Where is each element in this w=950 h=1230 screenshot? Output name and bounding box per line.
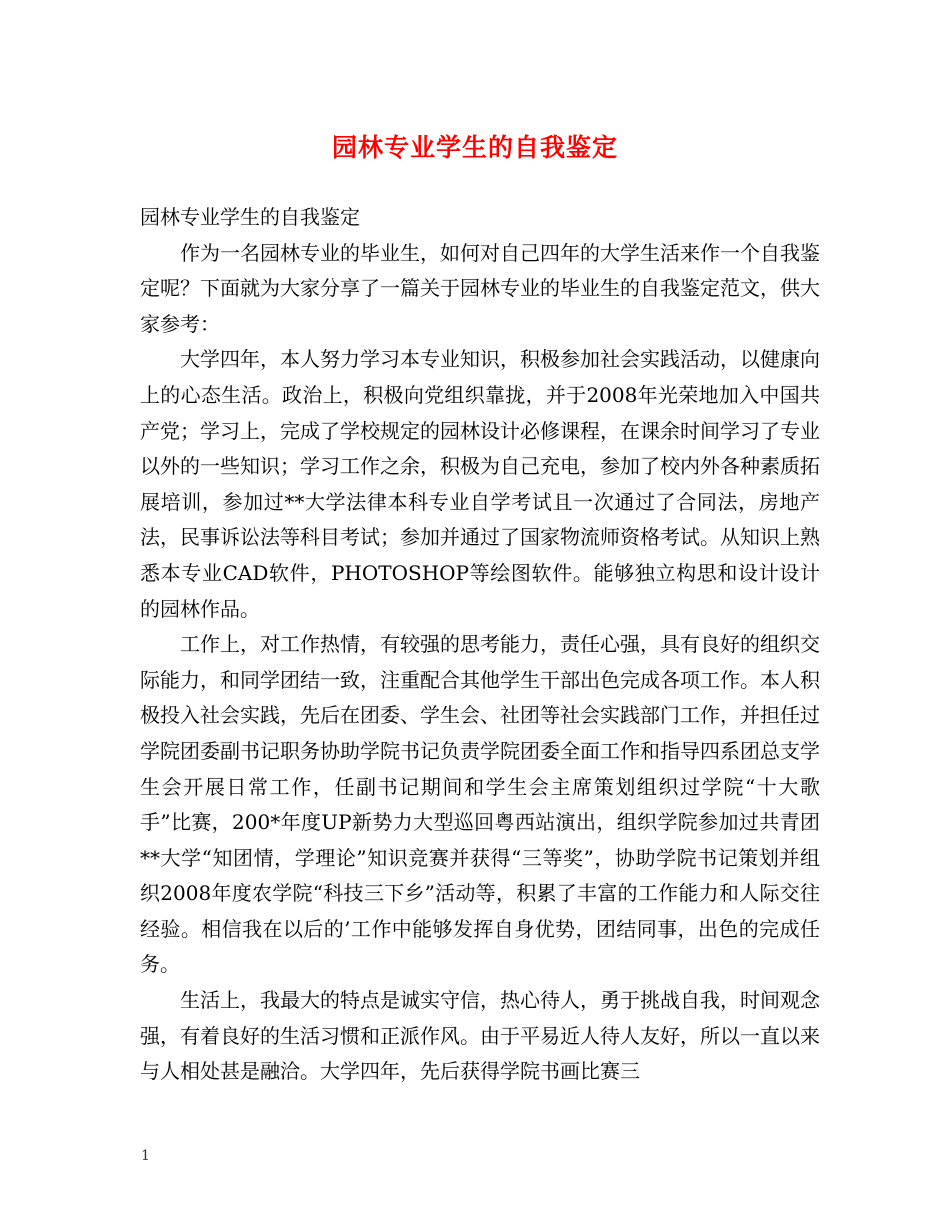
paragraph-study: 大学四年，本人努力学习本专业知识，积极参加社会实践活动，以健康向上的心态生活。政治上，积极向党组织靠拢，并于2008年光荣地加入中国共产党；学习上，完成了学校规定的园林设计必修课程，在课余时间学习了专业以外的一些知识；学习工作之余，积极为自己充电，参加了校内外各种素质拓展培训，参加过**大学法律本科专业自学考试且一次通过了合同法，房地产法，民事诉讼法等科目考试；参加并通过了国家物流师资格考试。从知识上熟悉本专业CAD软件，PHOTOSHOP等绘图软件。能够独立构思和设计设计的园林作品。 — [140, 347, 820, 621]
paragraph-intro: 作为一名园林专业的毕业生，如何对自己四年的大学生活来作一个自我鉴定呢？下面就为大家分享了一篇关于园林专业的毕业生的自我鉴定范文，供大家参考： — [140, 240, 820, 336]
document-body — [140, 200, 820, 1090]
subtitle-line: 园林专业学生的自我鉴定 — [140, 205, 360, 229]
paragraph-life: 生活上，我最大的特点是诚实守信，热心待人，勇于挑战自我，时间观念强，有着良好的生活习惯和正派作风。由于平易近人待人友好，所以一直以来与人相处甚是融洽。大学四年，先后获得学院书画比赛三 — [140, 988, 820, 1084]
page-number: 1 — [141, 1148, 150, 1164]
paragraph-work: 工作上，对工作热情，有较强的思考能力，责任心强，具有良好的组织交际能力，和同学团结一致，注重配合其他学生干部出色完成各项工作。本人积极投入社会实践，先后在团委、学生会、社团等社会实践部门工作，并担任过学院团委副书记职务协助学院书记负责学院团委全面工作和指导四系团总支学生会开展日常工作，任副书记期间和学生会主席策划组织过学院“十大歌手”比赛，200*年度UP新势力大型巡回粤西站演出，组织学院参加过共青团**大学“知团情，学理论”知识竞赛并获得“三等奖”，协助学院书记策划并组织2008年度农学院“科技三下乡”活动等，积累了丰富的工作能力和人际交往经验。相信我在以后的’工作中能够发挥自身优势，团结同事，出色的完成任务。 — [140, 632, 820, 977]
document-title: 园林专业学生的自我鉴定 — [331, 133, 618, 162]
